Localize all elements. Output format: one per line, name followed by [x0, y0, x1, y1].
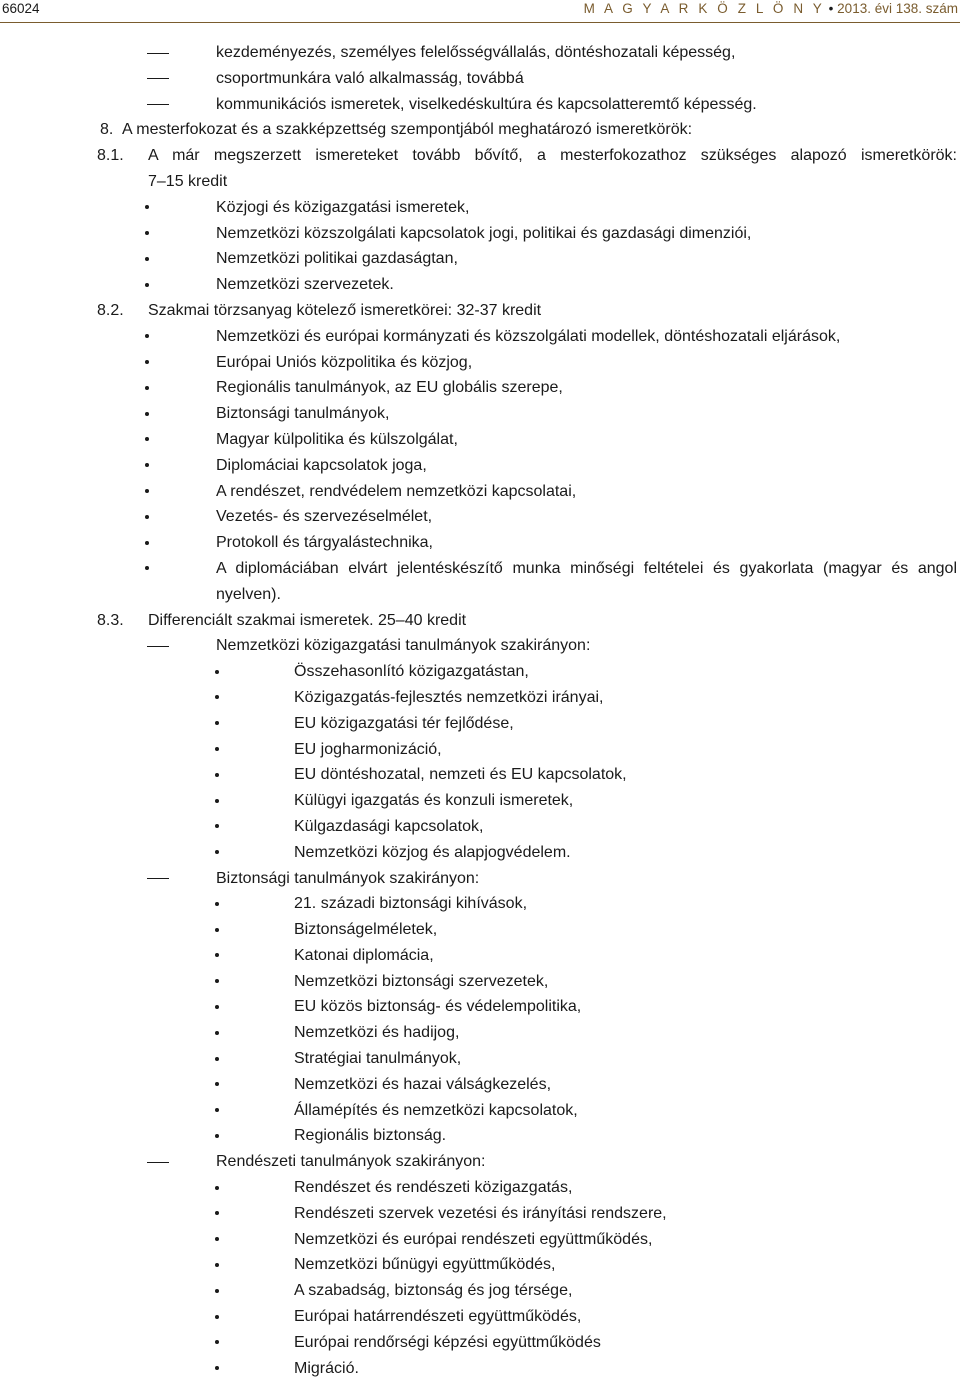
- list-item-text: Rendészeti tanulmányok szakirányon:: [216, 1153, 486, 1171]
- bullet-icon: [145, 541, 149, 545]
- header-separator: •: [828, 1, 834, 16]
- list-item-text: Külügyi igazgatás és konzuli ismeretek,: [294, 792, 574, 810]
- list-item: [0, 582, 960, 608]
- list-item-text: Közjogi és közigazgatási ismeretek,: [216, 198, 470, 216]
- section-heading: A már megszerzett ismereteket tovább bővítő, a mesterfokozathoz szükséges alapozó ismeretkörök:: [148, 147, 957, 165]
- list-item: [0, 891, 960, 917]
- bullet-icon: [215, 1263, 219, 1267]
- list-item-text: Migráció.: [294, 1359, 359, 1377]
- list-item: [0, 375, 960, 401]
- list-item: [0, 1201, 960, 1227]
- list-item: [0, 324, 960, 350]
- bullet-icon: [145, 386, 149, 390]
- bullet-icon: [145, 205, 149, 209]
- list-item-text: Európai rendőrségi képzési együttműködés: [294, 1333, 601, 1351]
- list-item: [0, 685, 960, 711]
- list-item: [0, 504, 960, 530]
- dash-marker: [147, 78, 169, 79]
- list-item: [0, 117, 960, 143]
- bullet-icon: [215, 799, 219, 803]
- bullet-icon: [215, 824, 219, 828]
- list-item-text: kezdeményezés, személyes felelősségvállalás, döntéshozatali képesség,: [216, 44, 736, 61]
- list-item: [0, 246, 960, 272]
- list-item-text: EU közös biztonság- és védelempolitika,: [294, 998, 582, 1016]
- list-item: [0, 40, 960, 66]
- list-item-text: Nemzetközi közigazgatási tanulmányok szakirányon:: [216, 637, 591, 655]
- bullet-icon: [145, 515, 149, 519]
- list-item-text: EU döntéshozatal, nemzeti és EU kapcsolatok,: [294, 766, 627, 784]
- bullet-icon: [145, 412, 149, 416]
- bullet-icon: [145, 283, 149, 287]
- list-item-text: Magyar külpolitika és külszolgálat,: [216, 430, 458, 448]
- list-item-text: Államépítés és nemzetközi kapcsolatok,: [294, 1101, 578, 1119]
- list-item: [0, 350, 960, 376]
- section-heading: Szakmai törzsanyag kötelező ismeretkörei: 32-37 kredit: [148, 301, 542, 319]
- list-item: [0, 530, 960, 556]
- list-item: [0, 711, 960, 737]
- list-item-text: 7–15 kredit: [148, 172, 228, 190]
- dash-marker: [147, 646, 169, 647]
- list-item: [0, 298, 960, 324]
- list-item-text: Külgazdasági kapcsolatok,: [294, 817, 484, 835]
- bullet-icon: [215, 1134, 219, 1138]
- dash-marker: [147, 104, 169, 105]
- list-item-text: Nemzetközi politikai gazdaságtan,: [216, 250, 458, 268]
- list-item-text: A szabadság, biztonság és jog térsége,: [294, 1282, 573, 1300]
- bullet-icon: [215, 773, 219, 777]
- bullet-icon: [145, 489, 149, 493]
- journal-info: [584, 1, 958, 16]
- list-item-text: Nemzetközi és hadijog,: [294, 1024, 460, 1042]
- list-item-text: Biztonsági tanulmányok,: [216, 405, 390, 423]
- list-item-text: A diplomáciában elvárt jelentéskészítő munka minőségi feltételei és gyakorlata (magyar és angol: [216, 559, 957, 577]
- list-item: [0, 453, 960, 479]
- list-item-text: Protokoll és tárgyalástechnika,: [216, 534, 433, 552]
- list-item: [0, 401, 960, 427]
- list-item: [0, 1072, 960, 1098]
- list-item: [0, 737, 960, 763]
- bullet-icon: [145, 231, 149, 235]
- list-item-text: Rendészet és rendészeti közigazgatás,: [294, 1179, 573, 1197]
- list-item: [0, 66, 960, 92]
- list-item-text: Rendészeti szervek vezetési és irányítási rendszere,: [294, 1204, 667, 1222]
- section-number: 8.3.: [97, 611, 124, 629]
- list-item-text: Stratégiai tanulmányok,: [294, 1050, 462, 1068]
- list-item-text: A rendészet, rendvédelem nemzetközi kapcsolatai,: [216, 482, 577, 500]
- bullet-icon: [215, 1237, 219, 1241]
- list-item-text: Európai határrendészeti együttműködés,: [294, 1308, 582, 1326]
- list-item: [0, 1098, 960, 1124]
- bullet-icon: [145, 334, 149, 338]
- list-item: [0, 943, 960, 969]
- list-item: [0, 762, 960, 788]
- list-item: [0, 1356, 960, 1381]
- list-item-text: EU jogharmonizáció,: [294, 740, 442, 758]
- bullet-icon: [215, 1366, 219, 1370]
- bullet-icon: [215, 1031, 219, 1035]
- bullet-icon: [215, 721, 219, 725]
- bullet-icon: [215, 1211, 219, 1215]
- list-item: [0, 1123, 960, 1149]
- list-item: [0, 1175, 960, 1201]
- bullet-icon: [215, 1082, 219, 1086]
- bullet-icon: [215, 902, 219, 906]
- section-number: 8.1.: [97, 147, 124, 165]
- list-item: [0, 1020, 960, 1046]
- bullet-icon: [215, 953, 219, 957]
- bullet-icon: [215, 747, 219, 751]
- bullet-icon: [215, 1057, 219, 1061]
- list-item-text: Biztonsági tanulmányok szakirányon:: [216, 869, 480, 887]
- list-item-text: Nemzetközi és hazai válságkezelés,: [294, 1075, 552, 1093]
- bullet-icon: [145, 257, 149, 261]
- list-item-text: nyelven).: [216, 585, 281, 603]
- bullet-icon: [145, 360, 149, 364]
- list-item-text: Nemzetközi és európai rendészeti együttműködés,: [294, 1230, 653, 1248]
- dash-marker: [147, 1162, 169, 1163]
- list-item: [0, 1149, 960, 1175]
- bullet-icon: [145, 437, 149, 441]
- list-item-text: Biztonságelméletek,: [294, 921, 438, 939]
- list-item-text: Nemzetközi biztonsági szervezetek,: [294, 972, 549, 990]
- document-body: [0, 40, 960, 1381]
- bullet-icon: [215, 695, 219, 699]
- list-item-text: Összehasonlító közigazgatástan,: [294, 663, 529, 681]
- list-item: [0, 1330, 960, 1356]
- section-number: 8.: [100, 121, 114, 139]
- list-item-text: Nemzetközi és európai kormányzati és közszolgálati modellek, döntéshozatali eljárások,: [216, 327, 841, 345]
- list-item: [0, 917, 960, 943]
- bullet-icon: [215, 850, 219, 854]
- list-item: [0, 1046, 960, 1072]
- list-item: [0, 427, 960, 453]
- list-item-text: Közigazgatás-fejlesztés nemzetközi irányai,: [294, 688, 604, 706]
- list-item-text: Katonai diplomácia,: [294, 946, 434, 964]
- bullet-icon: [215, 1186, 219, 1190]
- dash-marker: [147, 878, 169, 879]
- section-heading: Differenciált szakmai ismeretek. 25–40 kredit: [148, 611, 467, 629]
- list-item: [0, 608, 960, 634]
- list-item: [0, 1304, 960, 1330]
- section-heading: A mesterfokozat és a szakképzettség szempontjából meghatározó ismeretkörök:: [122, 121, 693, 139]
- list-item: [0, 195, 960, 221]
- list-item-text: Nemzetközi közjog és alapjogvédelem.: [294, 843, 571, 861]
- bullet-icon: [215, 1289, 219, 1293]
- bullet-icon: [215, 1108, 219, 1112]
- dash-marker: [147, 53, 169, 54]
- bullet-icon: [145, 463, 149, 467]
- list-item: [0, 866, 960, 892]
- list-item-text: Nemzetközi közszolgálati kapcsolatok jogi, politikai és gazdasági dimenziói,: [216, 224, 752, 242]
- issue-number: 2013. évi 138. szám: [837, 1, 958, 16]
- bullet-icon: [145, 566, 149, 570]
- list-item: [0, 272, 960, 298]
- list-item-text: Diplomáciai kapcsolatok joga,: [216, 456, 427, 474]
- list-item: [0, 659, 960, 685]
- list-item: [0, 994, 960, 1020]
- list-item-text: EU közigazgatási tér fejlődése,: [294, 714, 514, 732]
- list-item: [0, 556, 960, 582]
- page-header: [0, 0, 960, 22]
- list-item: [0, 92, 960, 118]
- list-item: [0, 969, 960, 995]
- list-item-text: Nemzetközi szervezetek.: [216, 276, 394, 294]
- bullet-icon: [215, 670, 219, 674]
- list-item: [0, 221, 960, 247]
- list-item: [0, 814, 960, 840]
- list-item: [0, 633, 960, 659]
- list-item-text: Nemzetközi bűnügyi együttműködés,: [294, 1256, 556, 1274]
- list-item: [0, 1227, 960, 1253]
- bullet-icon: [215, 928, 219, 932]
- bullet-icon: [215, 1005, 219, 1009]
- page-number: 66024: [2, 1, 40, 16]
- bullet-icon: [215, 979, 219, 983]
- header-rule: [0, 22, 960, 23]
- bullet-icon: [215, 1340, 219, 1344]
- list-item: [0, 1278, 960, 1304]
- list-item: [0, 479, 960, 505]
- list-item: [0, 840, 960, 866]
- list-item-text: csoportmunkára való alkalmasság, továbbá: [216, 69, 524, 87]
- bullet-icon: [215, 1315, 219, 1319]
- section-number: 8.2.: [97, 301, 124, 319]
- list-item-text: kommunikációs ismeretek, viselkedéskultúra és kapcsolatteremtő képesség.: [216, 95, 757, 113]
- list-item: [0, 1252, 960, 1278]
- list-item: [0, 169, 960, 195]
- list-item-text: 21. századi biztonsági kihívások,: [294, 895, 528, 913]
- journal-title: M A G Y A R K Ö Z L Ö N Y: [583, 1, 825, 16]
- list-item-text: Regionális tanulmányok, az EU globális szerepe,: [216, 379, 563, 397]
- list-item: [0, 788, 960, 814]
- list-item-text: Vezetés- és szervezéselmélet,: [216, 508, 433, 526]
- list-item: [0, 143, 960, 169]
- list-item-text: Regionális biztonság.: [294, 1127, 447, 1145]
- list-item-text: Európai Uniós közpolitika és közjog,: [216, 353, 473, 371]
